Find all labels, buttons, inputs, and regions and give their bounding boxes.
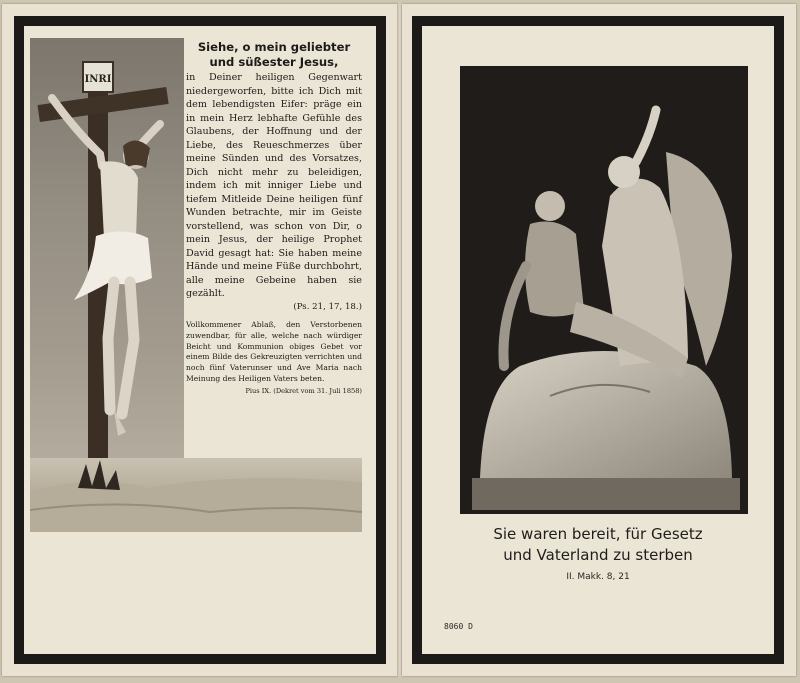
prayer-card-left: [2, 4, 398, 676]
prayer-heading-line1: Siehe, o mein geliebter: [197, 40, 351, 54]
prayer-body-text: in Deiner heiligen Gegenwart niedergeworfen, bitte ich Dich mit dem lebendigsten Eifer: präge ein in mein Herz lebhafte Gefühle des Glaubens, der Hoffnung und der Liebe, des Reueschmerzes über meine Sünden und des Vorsatzes, Dich nicht mehr zu beleidigen, indem ich mit inniger Liebe und tiefem Mitleide Deine heiligen fünf Wunden betrachte, mir im Geiste vorstellend, was schon von Dir, o mein Jesus, der heilige Prophet David gesagt hat: Sie haben meine Hände und meine Füße durchbohrt, alle meine Gebeine haben sie gezählt.: [186, 72, 362, 299]
soldier-head: [535, 191, 565, 221]
rocks-at-cross-base: [78, 460, 120, 490]
motto-line1: Sie waren bereit, für Gesetz: [493, 525, 703, 543]
print-number: 8060 D: [444, 622, 473, 631]
statue-rock: [480, 351, 732, 478]
soldier-uniform: [525, 222, 584, 317]
decree-reference: Pius IX. (Dekret vom 31. Juli 1858): [245, 386, 362, 395]
indulgence-note: [186, 320, 362, 397]
motto-reference: II. Makk. 8, 21: [566, 572, 630, 582]
crown-of-thorns: [123, 140, 150, 168]
soldier-arm: [503, 266, 526, 366]
corpus-legs: [108, 282, 134, 414]
ground-illustration: [30, 458, 362, 532]
mourning-border-left: [14, 16, 386, 664]
statue-illustration: [460, 66, 748, 514]
memorial-card-right: [402, 4, 796, 676]
soldier-angel-statue-photo: [460, 66, 748, 514]
crucifix-illustration: [30, 38, 184, 458]
memorial-motto: [432, 524, 764, 566]
prayer-heading-line2: und süßester Jesus,: [209, 55, 339, 69]
motto-line2: und Vaterland zu sterben: [503, 546, 693, 564]
crucifix-image: [30, 38, 184, 458]
angel-raised-arm: [636, 110, 656, 162]
prayer-body: [186, 71, 362, 314]
inri-text: INRI: [84, 74, 112, 85]
statue-plinth: [472, 478, 740, 510]
prayer-reference: (Ps. 21, 17, 18.): [293, 301, 362, 312]
prayer-heading: [186, 40, 362, 70]
prayer-text-block: [186, 40, 362, 397]
indulgence-text: Vollkommener Ablaß, den Verstorbenen zuwendbar, für alle, welche nach würdiger Beicht und Kommunion obiges Gebet vor einem Bilde des Gekreuzigten verrichten und noch fünf Vaterunser und Ave Maria nach Meinung des Heiligen Vaters beten.: [186, 320, 362, 383]
mourning-border-right: [412, 16, 784, 664]
corpus-torso: [100, 161, 138, 241]
ground-landscape: [30, 458, 362, 532]
